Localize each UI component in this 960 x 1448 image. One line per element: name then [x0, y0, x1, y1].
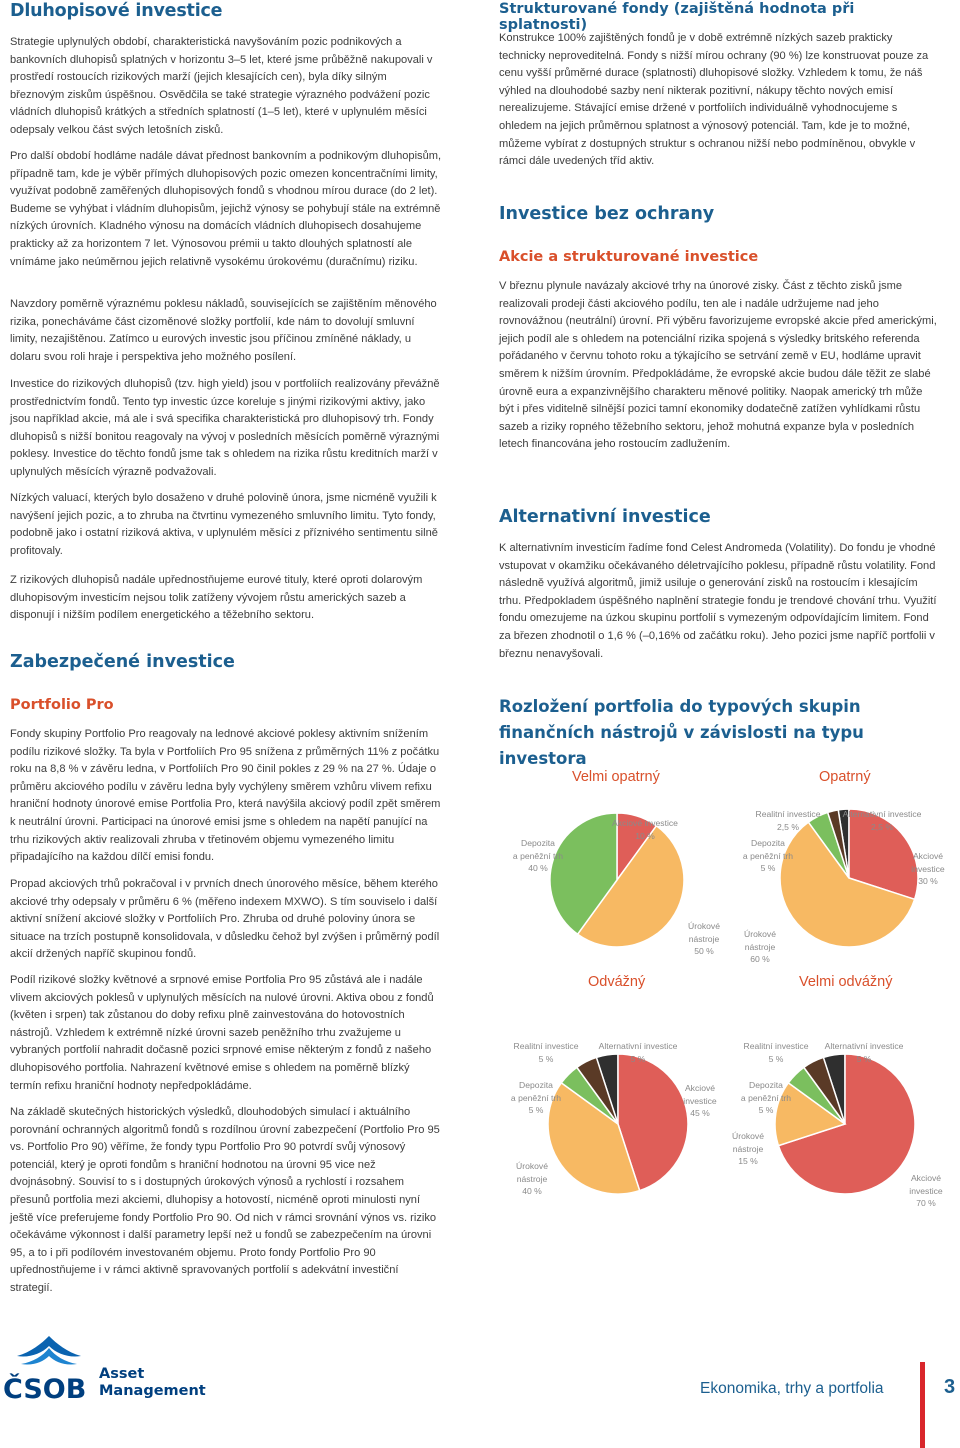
csob-logo — [3, 1334, 95, 1402]
paragraph: Propad akciových trhů pokračoval i v prvních dnech únorového měsíce, během kterého akciové trhy odepsaly v průměru 6 % (měřeno indexem MXWO). S tím souviselo i další aktivní snížení akciové složky v Portfoliích Pro. Zhruba od druhé poloviny února se situace na trzích postupně konsolidovala, v důsledku čehož byl zvýšen i průměrný podíl akcií držených napříč skupinou fondů. — [10, 878, 440, 961]
paragraph: Fondy skupiny Portfolio Pro reagovaly na lednové akciové poklesy aktivním snížením podílu rizikové složky. Ta byla v Portfoliích Pro 95 snížena z průměrných 11% z počátku roku na 8,8 % v závěru ledna, v Portfoliích Pro 90 činil pokles z 29 % na 27 %. Údaje o průměru akciového podílu v závěru ledna byly vychýleny směrem vzhůru vlivem refixu hraniční hodnoty únorové emise Portfolia Pro, která navýšila akciový podíl zpět směrem k neutrální úrovni. Participaci na únorové emisi jsme s ohledem na napětí panující na trhu rizikových aktiv realizovali zhruba v třetinovém objemu vymezeného limitu připadajícího na každou dílčí emisi fondu. — [10, 728, 441, 864]
section-title-structured: Strukturované fondy (zajištěná hodnota při splatnosti) — [499, 1, 855, 33]
paragraph: Investice do rizikových dluhopisů (tzv. high yield) jsou v portfoliích realizovány převážně prostřednictvím fondů. Tento typ investic úzce koreluje s jinými rizikovými aktivy, jako jsou například akcie, má ale i svá specifika charakteristická pro dluhopisový trh. Fondy dluhopisů s nižší bonitou reagovaly na vývoj v posledních měsících poměrně výraznými poklesy. Investice do těchto fondů jsme tak s ohledem na rizika růstu kreditních marží v uplynulých měsících výrazně podvažovali. — [10, 378, 440, 478]
section-title-unprotected: Investice bez ochrany — [499, 204, 715, 224]
pie-label: Depozita a peněžní trh 5 % — [740, 1080, 792, 1115]
brand-line: Asset — [99, 1366, 145, 1382]
pie-very-bold — [775, 1054, 915, 1194]
pie-label: Úrokové nástroje 50 % — [688, 921, 720, 956]
logo-wave — [21, 1348, 77, 1365]
footer-divider — [920, 1362, 925, 1448]
paragraph: Z rizikových dluhopisů nadále upřednostňujeme eurové tituly, které oproti dolarovým dluhopisovým investicím nejsou tolik zatíženy vývojem růstu amerických sazeb a disponují i nižším podílem energetického a těžebního sektoru. — [10, 574, 423, 622]
pie-title: Velmi odvážný — [799, 974, 893, 990]
brand-name — [99, 1366, 206, 1400]
pie-label: Úrokové nástroje 15 % — [732, 1131, 764, 1166]
pie-label: Alternativní investice 5 % — [824, 1041, 904, 1064]
paragraph: Strategie uplynulých období, charakteristická navyšováním pozic podnikových a bankovních dluhopisů splatných v horizontu 3–5 let, které jsme průběžně nakupovali v prostředí rostoucích rizikových marží (jejich klesajících cen), byla díky silným březnovým ziskům úspěšnou. Osvědčila se také strategie výrazného podvážení pozic vládních dluhopisů krátkých a středních splatností (1–5 let), které v uplynulém měsíci odepsaly velkou část svých letošních zisků. — [10, 36, 433, 136]
pie-label: Akciové investice 30 % — [911, 851, 945, 886]
pie-title: Velmi opatrný — [572, 769, 660, 785]
paragraph: Podíl rizikové složky květnové a srpnové emise Portfolia Pro 95 zůstává ale i nadále vlivem akciových poklesů v uplynulých měsících na nulové úrovni. Aktiva obou z fondů (květen i srpen) tak zůstanou do doby refixu plně zainvestována do hotovostních nástrojů. Vzhledem k extrémně nízké úrovni sazeb peněžního trhu zvažujeme u vybraných portfolií nahradit dočasně pozici srpnové emise některým z fondů z našeho dluhopisového portfolia. Nahrazení květnové emise s ohledem na poměrně blízký termín refixu hraniční hodnoty nepředpokládáme. — [10, 974, 434, 1092]
brand-line: Management — [99, 1383, 206, 1399]
pie-title: Opatrný — [819, 769, 871, 785]
pie-label: Akciové investice 10 % — [612, 818, 678, 841]
paragraph: Navzdory poměrně výraznému poklesu nákladů, souvisejících se zajištěním měnového rizika, ponecháváme část cizoměnové složky portfolií, kde nám to dovolují smluvní limity, nezajištěnou. Zatímco u eurových investic jsou příčinou zmíněné náklady, u dolaru svou roli hraje i perspektiva jeho možného posílení. — [10, 298, 437, 363]
paragraph: K alternativním investicím řadíme fond Celest Andromeda (Volatility). Do fondu je vhodné vstupovat v okamžiku očekávaného déletrvajícího poklesu, případně růstu volatility. Fond následně využívá algoritmů, jimiž usiluje o generování zisků na rostoucím i klesajícím trhu. Předpokladem úspěšného naplnění strategie fondu je trendové chování trhu. Využití fondu omezujeme na úzkou skupinu portfolií s vymezeným odpovídajícím limitem. Fond za březen zhodnotil o 1,6 % (–0,16% od začátku roku). Jeho pozici jsme napříč portfolii v březnu nenavyšovali. — [499, 542, 937, 660]
pie-label: Depozita a peněžní trh 40 % — [512, 838, 564, 873]
paragraph: Na základě skutečných historických výsledků, dlouhodobých simulací i aktuálního porovnání ochranných algoritmů fondů s rozdílnou úrovní zabezpečení (Portfolio Pro 95 vs. Portfolio Pro 90) věříme, že fondy typu Portfolio Pro 90 potvrdí svůj výnosový potenciál, který je oproti fondům s hraniční hodnotou na úrovni 95 vice než dvojnásobný. Souvisí to s i dostupných úrokových výnosů a rychlostí i rozsahem přesunů portfolia mezi akciemi, dluhopisy a hotovostí, nicméně oproti minulosti nyní ještě více preferujeme fondy Portfolio Pro 90. Od nich v rámci srovnání výnos vs. riziko očekáváme výkonnost i další parametry lepší než u fondů se zabezpečením na úrovni 95, a to i při podílovém investovaném objemu. Proto fondy Portfolio Pro 90 upřednostňujeme i v rámci aktivně spravovaných portfolií s adekvátní investiční strategií. — [10, 1106, 440, 1294]
pie-label: Akciové investice 70 % — [909, 1173, 943, 1208]
paragraph: Konstrukce 100% zajištěných fondů je v době extrémně nízkých sazeb prakticky technicky neproveditelná. Fondy s nižší mírou ochrany (90 %) lze konstruovat pouze za cenu vyšší průměrné durace (splatnosti) dluhopisové složky. Vzhledem k tomu, že náš výhled na dlouhodobé sazby není nikterak pozitivní, nákupy těchto nových emisí nerealizujeme. Stávající emise držené v portfoliích individuálně vyhodnocujeme s ohledem na jejich průměrnou splatnost a výnosový potenciál. Tam, kde je to možné, můžeme vybírat z dostupných struktur s ochranou nižší nebo podmíněnou, obvykle v rámci dále uvedených tříd aktiv. — [499, 32, 929, 168]
pie-label: Realitní investice 2,5 % — [755, 809, 821, 832]
pie-label: Depozita a peněžní trh 5 % — [510, 1080, 562, 1115]
logo-text: ČSOB — [3, 1374, 87, 1402]
pie-label: Depozita a peněžní trh 5 % — [742, 838, 794, 873]
pie-title: Odvážný — [588, 974, 646, 990]
footer-section-name: Ekonomika, trhy a portfolia — [700, 1380, 884, 1397]
pie-label: Alternativní investice 2,5 % — [842, 809, 922, 832]
pie-label: Úrokové nástroje 40 % — [516, 1161, 548, 1196]
pie-bold — [548, 1054, 688, 1194]
pie-label: Akciové investice 45 % — [683, 1083, 717, 1118]
subsection-title-portfolio-pro: Portfolio Pro — [10, 697, 114, 713]
paragraph: Pro další období hodláme nadále dávat přednost bankovním a podnikovým dluhopisům, případně tam, kde je výběr přímých dluhopisových pozic omezen koncentračními limity, využívat podobně zaměřených dluhopisových fondů s vhodnou mírou durace (do 2 let). Budeme se vyhýbat i vládním dluhopisům, jejichž výnosy se pohybují stále na extrémně nízkých úrovních. Kladného výnosu na domácích vládních dluhopisech dosahujeme prakticky až za horizontem 7 let. Výnosovou prémii u takto dlouhých splatností ale vnímáme jako neúměrnou jejich relativně vysokému úrokovému (duračnímu) riziku. — [10, 150, 442, 268]
pie-label: Realitní investice 5 % — [743, 1041, 809, 1064]
paragraph: Nízkých valuací, kterých bylo dosaženo v druhé polovině února, jsme nicméně využili k navýšení jejich pozic, a to zhruba na čtvrtinu vymezeného smluvního limitu. Tyto fondy, podobně jako i ostatní riziková aktiva, v uplynulém měsíci z příznivého sentimentu silně profitovaly. — [10, 492, 438, 557]
section-title-alternative: Alternativní investice — [499, 507, 711, 527]
paragraph: V březnu plynule navázaly akciové trhy na únorové zisky. Část z těchto zisků jsme realizovali prodeji části akciového podílu, ten ale i nadále udržujeme nad jeho rovnovážnou (neutrální) úrovní. Při výběru favorizujeme evropské akcie před americkými, jejich podíl ale s ohledem na potenciální rizika spojená s výsledky britského referenda pořádaného v červnu tohoto roku a týkajícího se setrvání země v EU, hodláme upravit směrem k nižším úrovním. Předpokládáme, že evropské akcie budou dále těžit ze slabé úrovně eura a expanzivnějšího charakteru měnové politiky. Naopak americký trh může být i přes viditelně silnější pozici tamní ekonomiky dodatečně zatížen vyhlídkami růstu sazeb a riziky ropného těžebního sektoru, jehož mohutná expanze byla v posledních letech financována jeho rostoucím zadlužením. — [499, 280, 937, 451]
subsection-title-equities: Akcie a strukturované investice — [499, 249, 759, 265]
page-number: 3 — [944, 1376, 956, 1398]
section-title-bonds: Dluhopisové investice — [10, 1, 223, 21]
pie-label: Realitní investice 5 % — [513, 1041, 579, 1064]
section-title-secured: Zabezpečené investice — [10, 652, 235, 672]
pie-label: Alternativní investice 5 % — [598, 1041, 678, 1064]
pie-label: Úrokové nástroje 60 % — [744, 929, 776, 964]
chart-heading: Rozložení portfolia do typových skupin finančních nástrojů v závislosti na typu investora — [499, 697, 864, 768]
